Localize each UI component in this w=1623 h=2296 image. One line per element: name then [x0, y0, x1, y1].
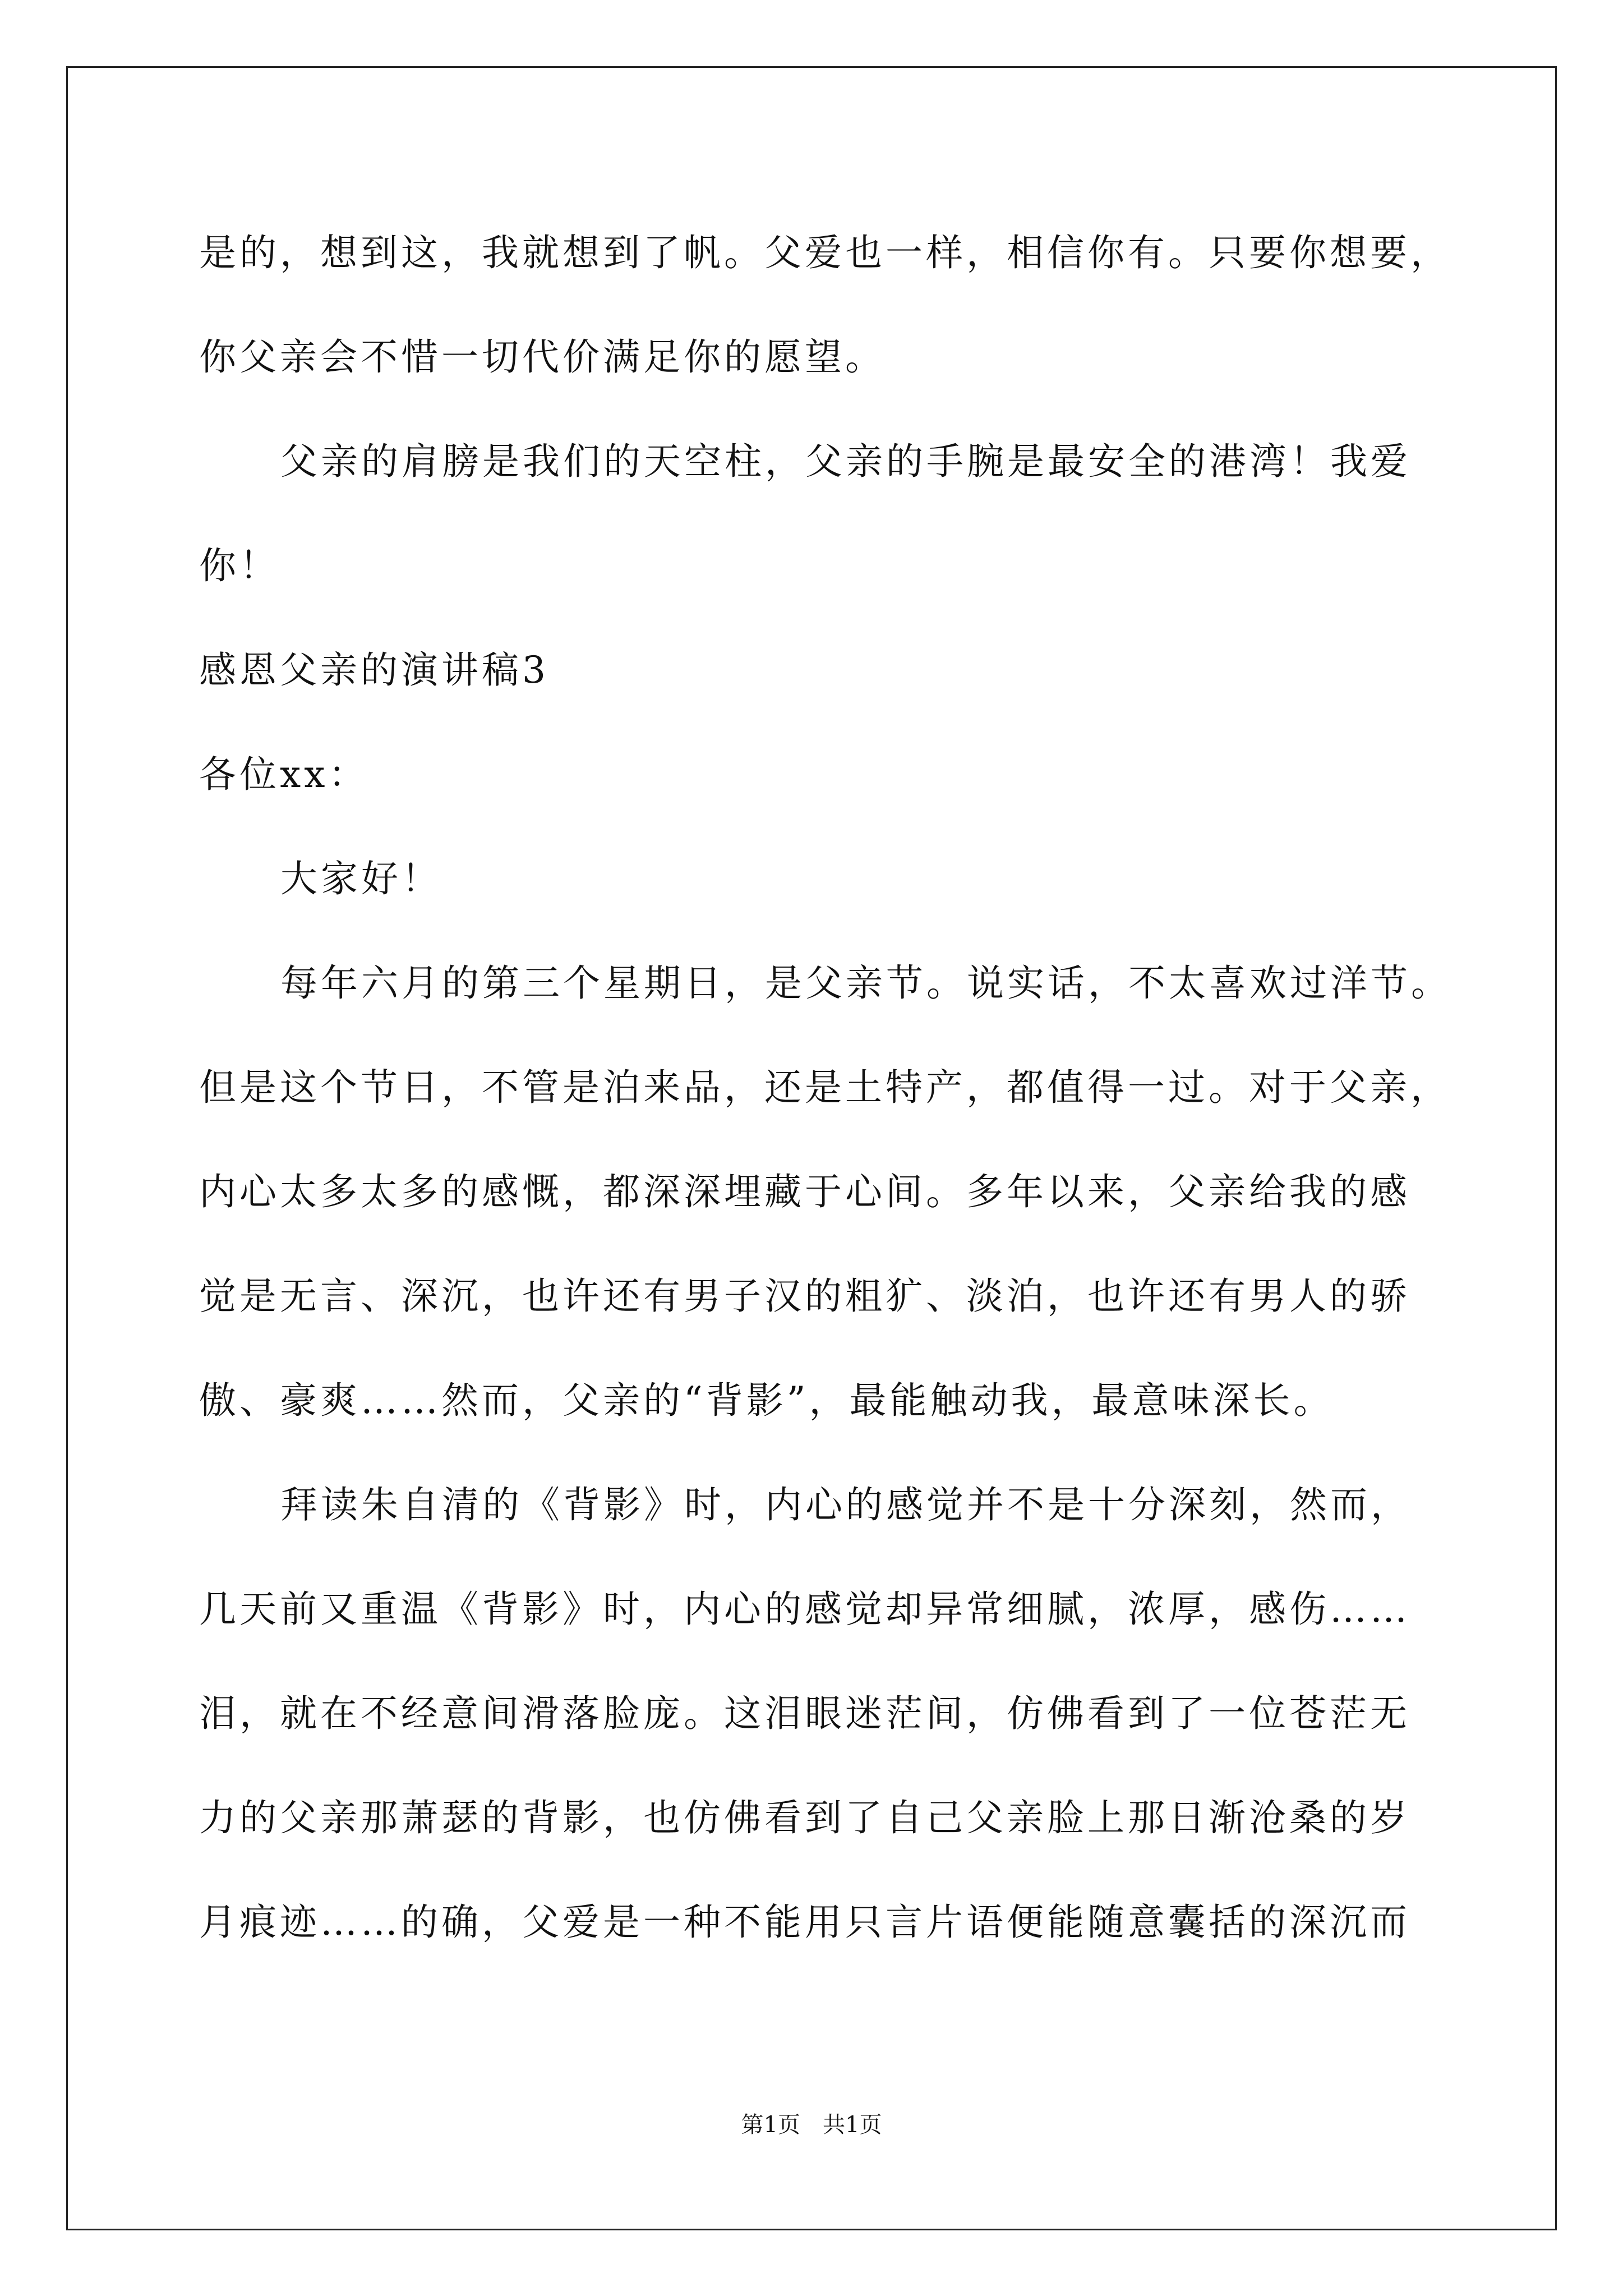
body-text-line: 你父亲会不惜一切代价满足你的愿望。	[199, 335, 886, 379]
body-text-line: 力的父亲那萧瑟的背影，也仿佛看到了自己父亲脸上那日渐沧桑的岁	[199, 1796, 1410, 1839]
body-text-line: 是的，想到这，我就想到了帆。父爱也一样，相信你有。只要你想要，	[199, 231, 1451, 274]
section-title: 感恩父亲的演讲稿3	[199, 648, 549, 692]
body-text-line: 泪，就在不经意间滑落脸庞。这泪眼迷茫间，仿佛看到了一位苍茫无	[199, 1692, 1410, 1735]
body-text-line: 你！	[199, 544, 280, 587]
body-text-line: 几天前又重温《背影》时，内心的感觉却异常细腻，浓厚，感伤……	[199, 1588, 1410, 1631]
page-number-footer: 第1页 共1页	[741, 2112, 882, 2138]
body-text-line: 父亲的肩膀是我们的天空柱，父亲的手腕是最安全的港湾！我爱	[280, 440, 1411, 483]
greeting: 大家好！	[280, 857, 442, 900]
body-text-line: 每年六月的第三个星期日，是父亲节。说实话，不太喜欢过洋节。	[280, 961, 1451, 1005]
body-text-line: 觉是无言、深沉，也许还有男子汉的粗犷、淡泊，也许还有男人的骄	[199, 1274, 1410, 1318]
body-text-line: 月痕迹……的确，父爱是一种不能用只言片语便能随意囊括的深沉而	[199, 1901, 1410, 1944]
body-text-line: 但是这个节日，不管是泊来品，还是土特产，都值得一过。对于父亲，	[199, 1066, 1451, 1109]
salutation: 各位xx：	[199, 753, 369, 796]
body-text-line: 内心太多太多的感慨，都深深埋藏于心间。多年以来，父亲给我的感	[199, 1170, 1410, 1213]
body-text-line: 拜读朱自清的《背影》时，内心的感觉并不是十分深刻，然而，	[280, 1483, 1411, 1526]
body-text-line: 傲、豪爽……然而，父亲的“背影”，最能触动我，最意味深长。	[199, 1379, 1334, 1422]
